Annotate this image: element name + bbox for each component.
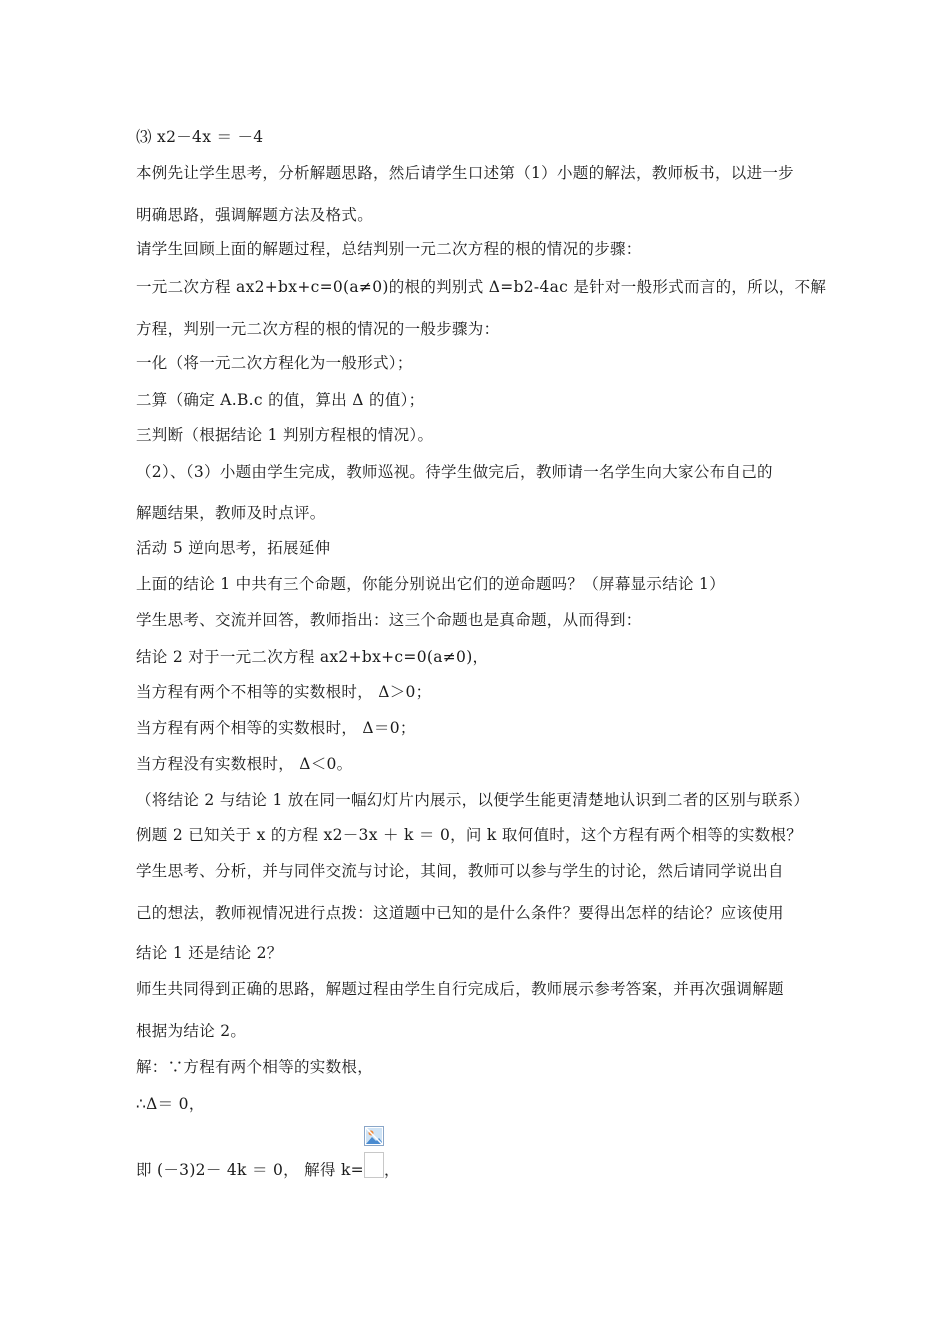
solution-line: 解：∵方程有两个相等的实数根， xyxy=(136,1058,374,1076)
paragraph-line: 己的想法，教师视情况进行点拨：这道题中已知的是什么条件？要得出怎样的结论？应该使用 xyxy=(136,904,784,922)
paragraph-line: 上面的结论 1 中共有三个命题，你能分别说出它们的逆命题吗？（屏幕显示结论 1） xyxy=(136,575,726,593)
conclusion-heading: 结论 2 对于一元二次方程 ax2+bx+c=0(a≠0)， xyxy=(136,648,489,666)
paragraph-line: 学生思考、交流并回答，教师指出：这三个命题也是真命题，从而得到： xyxy=(136,611,642,629)
solution-line: 即 (－3)2－ 4k ＝ 0， 解得 k= xyxy=(136,1161,364,1179)
paragraph-line: 师生共同得到正确的思路，解题过程由学生自行完成后，教师展示参考答案，并再次强调解题 xyxy=(136,980,784,998)
paragraph-line: 方程，判别一元二次方程的根的情况的一般步骤为： xyxy=(136,320,500,338)
step-item: 一化（将一元二次方程化为一般形式）； xyxy=(136,354,413,372)
conclusion-case: 当方程有两个相等的实数根时， Δ＝0； xyxy=(136,719,416,737)
conclusion-case: 当方程没有实数根时， Δ＜0。 xyxy=(136,755,353,773)
paragraph-line: 结论 1 还是结论 2？ xyxy=(136,944,283,962)
step-item: 二算（确定 A.B.c 的值，算出 Δ 的值）； xyxy=(136,391,425,409)
step-item: 三判断（根据结论 1 判别方程根的情况）。 xyxy=(136,426,434,444)
paragraph-line: 本例先让学生思考，分析解题思路，然后请学生口述第（1）小题的解法，教师板书，以进一步 xyxy=(136,164,794,182)
paragraph-line: 一元二次方程 ax2+bx+c=0(a≠0)的根的判别式 Δ=b2-4ac 是针对一般形式而言的，所以，不解 xyxy=(136,278,827,296)
image-frame xyxy=(364,1152,384,1178)
paragraph-line: （2）、（3）小题由学生完成，教师巡视。待学生做完后，教师请一名学生向大家公布自己的 xyxy=(136,463,773,481)
conclusion-case: 当方程有两个不相等的实数根时， Δ＞0； xyxy=(136,683,432,701)
equation-item-3: ⑶ x2－4x ＝ －4 xyxy=(136,128,264,146)
paragraph-line: 明确思路，强调解题方法及格式。 xyxy=(136,206,374,224)
paragraph-line: （将结论 2 与结论 1 放在同一幅幻灯片内展示，以便学生能更清楚地认识到二者的区别与联系） xyxy=(136,791,810,809)
trailing-comma: ， xyxy=(384,1161,400,1179)
paragraph-line: 解题结果，教师及时点评。 xyxy=(136,504,326,522)
broken-image-placeholder xyxy=(364,1122,384,1180)
example-heading: 例题 2 已知关于 x 的方程 x2－3x ＋ k ＝ 0，问 k 取何值时，这个方程有两个相等的实数根？ xyxy=(136,826,803,844)
section-heading: 活动 5 逆向思考，拓展延伸 xyxy=(136,539,331,557)
paragraph-line: 请学生回顾上面的解题过程，总结判别一元二次方程的根的情况的步骤： xyxy=(136,240,642,258)
solution-line: ∴Δ＝ 0， xyxy=(136,1095,205,1113)
paragraph-line: 根据为结论 2。 xyxy=(136,1022,247,1040)
paragraph-line: 学生思考、分析，并与同伴交流与讨论，其间，教师可以参与学生的讨论，然后请同学说出自 xyxy=(136,862,784,880)
broken-image-icon xyxy=(364,1126,384,1146)
